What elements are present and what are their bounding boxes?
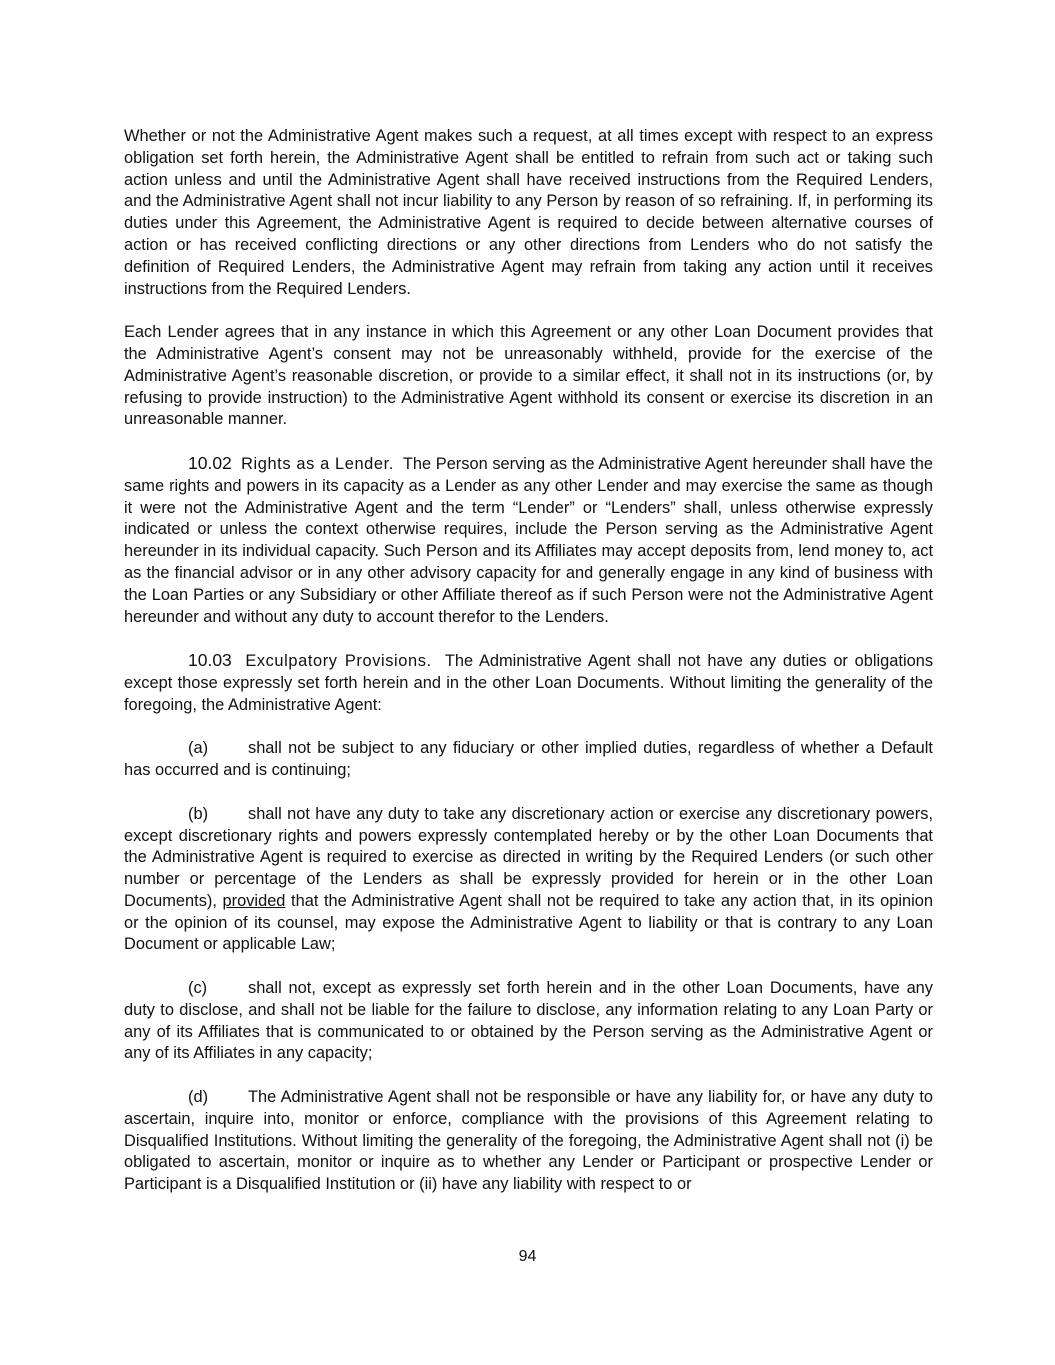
clause-text: shall not, except as expressly set forth herein and in the other Loan Documents, have any duty to disclose, and shall not be liable for the failure to disclose, any information relating to any Loan Party or any of its Affiliates that is communicated to or obtained by the Person serving as the Administrative Agent or any of its Affiliates in any capacity; — [124, 979, 933, 1063]
section-title: Rights as a Lender. — [241, 454, 394, 473]
section-body: The Administrative Agent shall not have any duties or obligations except those expressly set forth herein and in the other Loan Documents. Without limiting the generality of the foregoing, the Administrative Agent: — [124, 652, 934, 714]
clause-text: shall not have any duty to take any discretionary action or exercise any discretionary powers, except discretionary rights and powers expressly contemplated hereby or by the other Loan Documents that the Administrative Agent is required to exercise as directed in writing by the Required Lenders (or such other number or percentage of the Lenders as shall be expressly provided for herein or in the other Loan Documents), — [124, 804, 933, 910]
clause-label: (c) — [188, 979, 208, 998]
clause-c — [124, 978, 933, 1065]
section-number: 10.02 — [188, 452, 232, 473]
section-body: The Person serving as the Administrative Agent hereunder shall have the same rights and powers in its capacity as a Lender as any other Lender and may exercise the same as though it were not the Administrative Agent and the term “Lender” or “Lenders” shall, unless otherwise expressly indicated or unless the context otherwise requires, include the Person serving as the Administrative Agent hereunder in its individual capacity. Such Person and its Affiliates may accept deposits from, lend money to, act as the financial advisor or in any other advisory capacity for and generally engage in any kind of business with the Loan Parties or any Subsidiary or other Affiliate thereof as if such Person were not the Administrative Agent hereunder and without any duty to account therefor to the Lenders. — [124, 454, 934, 626]
section-10-03 — [124, 650, 933, 716]
paragraph-required-lenders: Whether or not the Administrative Agent makes such a request, at all times except with respect to an express obligation set forth herein, the Administrative Agent shall be entitled to refrain from such act or taking such action unless and until the Administrative Agent shall have received instructions from the Required Lenders, and the Administrative Agent shall not incur liability to any Person by reason of so refraining. If, in performing its duties under this Agreement, the Administrative Agent is required to decide between alternative courses of action or has received conflicting directions or any other directions from Lenders who do not satisfy the definition of Required Lenders, the Administrative Agent may refrain from taking any action until it receives instructions from the Required Lenders. — [124, 127, 933, 298]
paragraph-lender-consent: Each Lender agrees that in any instance in which this Agreement or any other Loan Document provides that the Administrative Agent’s consent may not be unreasonably withheld, provide for the exercise of the Administrative Agent’s reasonable discretion, or provide to a similar effect, it shall not in its instructions (or, by refusing to provide instruction) to the Administrative Agent withhold its consent or exercise its discretion in an unreasonable manner. — [124, 323, 933, 429]
clause-text-rest: that the Administrative Agent shall not be required to take any action that, in its opinion or the opinion of its counsel, may expose the Administrative Agent to liability or that is contrary to any Loan Document or applicable Law; — [124, 891, 933, 954]
underlined-term: provided — [222, 891, 286, 910]
document-page — [124, 126, 933, 1218]
clause-a — [124, 738, 933, 782]
section-10-02 — [124, 453, 933, 628]
clause-label: (d) — [188, 1088, 209, 1107]
section-title: Exculpatory Provisions. — [245, 652, 432, 671]
clause-text: shall not be subject to any fiduciary or other implied duties, regardless of whether a Default has occurred and is continuing; — [124, 739, 933, 780]
clause-text: The Administrative Agent shall not be responsible or have any liability for, or have any duty to ascertain, inquire into, monitor or enforce, compliance with the provisions of this Agreement relating to Disqualified Institutions. Without limiting the generality of the foregoing, the Administrative Agent shall not (i) be obligated to ascertain, monitor or inquire as to whether any Lender or Participant or prospective Lender or Participant is a Disqualified Institution or (ii) have any liability with respect to or — [124, 1088, 933, 1194]
clause-label: (a) — [188, 739, 209, 758]
clause-label: (b) — [188, 804, 209, 823]
clause-d — [124, 1087, 933, 1196]
section-number: 10.03 — [188, 650, 232, 671]
page-number: 94 — [518, 1248, 537, 1265]
clause-b — [124, 804, 933, 957]
